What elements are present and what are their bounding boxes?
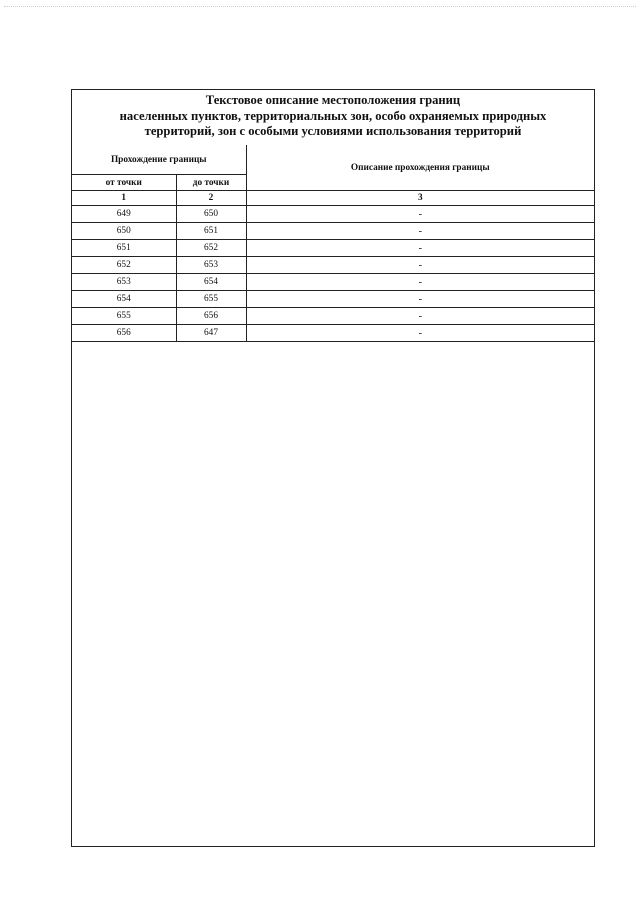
scan-edge-line [4,6,636,7]
header-description: Описание прохождения границы [246,145,594,191]
column-number: 2 [176,191,246,206]
header-from-point: от точки [72,175,176,191]
cell-from: 655 [72,308,176,325]
cell-from: 652 [72,257,176,274]
cell-to: 647 [176,325,246,342]
document-frame [71,89,595,847]
cell-description: - [246,291,594,308]
cell-description: - [246,240,594,257]
cell-to: 655 [176,291,246,308]
column-number: 1 [72,191,176,206]
column-number-row [72,191,594,206]
table-row [72,240,594,257]
cell-description: - [246,308,594,325]
table-row [72,325,594,342]
boundary-table [72,145,594,342]
cell-description: - [246,325,594,342]
cell-to: 652 [176,240,246,257]
table-header-row [72,145,594,175]
cell-to: 656 [176,308,246,325]
cell-to: 653 [176,257,246,274]
cell-from: 653 [72,274,176,291]
table-row [72,257,594,274]
cell-description: - [246,257,594,274]
cell-from: 656 [72,325,176,342]
column-number: 3 [246,191,594,206]
table-row [72,308,594,325]
cell-description: - [246,274,594,291]
cell-description: - [246,223,594,240]
header-boundary-passage: Прохождение границы [72,145,246,175]
cell-from: 650 [72,223,176,240]
cell-from: 651 [72,240,176,257]
cell-to: 654 [176,274,246,291]
cell-to: 650 [176,206,246,223]
title-line: населенных пунктов, территориальных зон, особо охраняемых природных [119,108,547,123]
cell-from: 654 [72,291,176,308]
table-row [72,291,594,308]
title-line: территорий, зон с особыми условиями использования территорий [144,124,522,138]
table-row [72,223,594,240]
table-row [72,206,594,223]
title-line: Текстовое описание местоположения границ [205,93,461,107]
cell-from: 649 [72,206,176,223]
table-row [72,274,594,291]
cell-description: - [246,206,594,223]
document-title [72,90,594,145]
cell-to: 651 [176,223,246,240]
header-to-point: до точки [176,175,246,191]
